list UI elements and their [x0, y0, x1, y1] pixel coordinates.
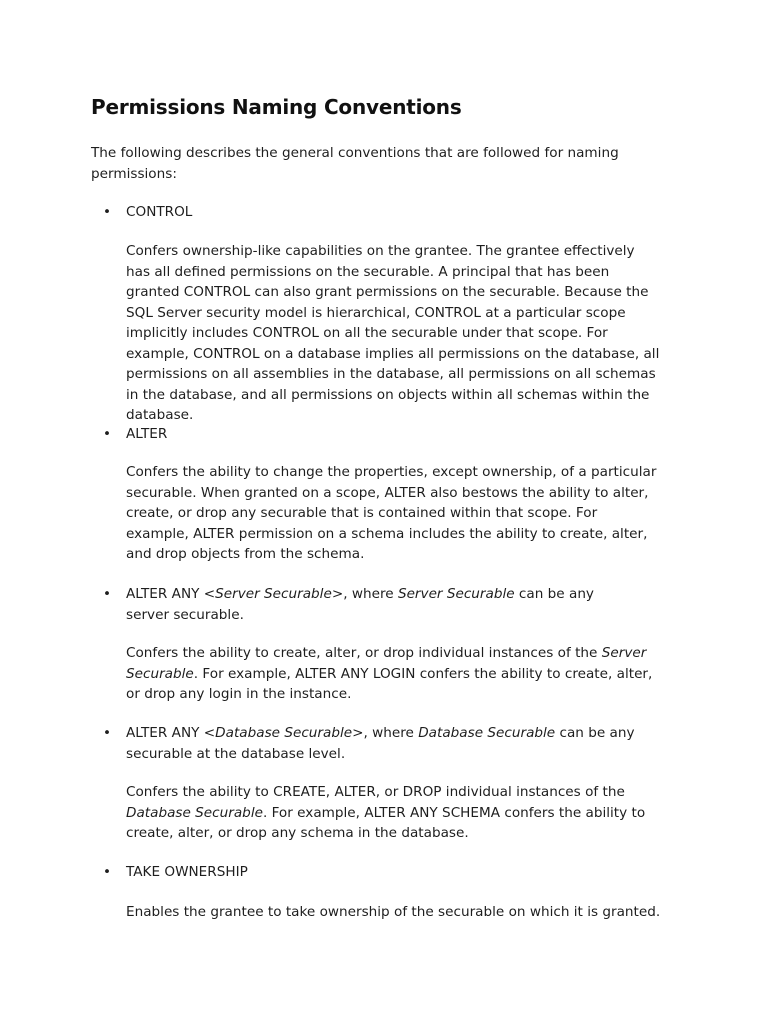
list-item-description: Enables the grantee to take ownership of the securable on which it is granted.	[126, 904, 661, 920]
bullet-icon: •	[103, 864, 112, 880]
list-item-label: TAKE OWNERSHIP	[126, 864, 248, 880]
list-item-label: ALTER	[126, 426, 168, 442]
list-item-label: ALTER ANY <Server Securable>, where Server Securable can be any server securable.	[126, 586, 594, 623]
list-item-description: Confers ownership-like capabilities on the grantee. The grantee effectively has all defined permissions on the securable. A principal that has been granted CONTROL can also grant permissions on the securable. Because the SQL Server security model is hierarchical, CONTROL at a particular scope implicitly includes CONTROL on all the securable under that scope. For example, CONTROL on a database implies all permissions on the database, all permissions on all assemblies in the database, all permissions on all schemas in the database, and all permissions on objects within all schemas within the database.	[126, 243, 660, 423]
list-item-label: CONTROL	[126, 204, 193, 220]
bullet-icon: •	[103, 725, 112, 741]
bullet-icon: •	[103, 426, 112, 442]
list-item-description: Confers the ability to CREATE, ALTER, or DROP individual instances of the Database Securable. For example, ALTER ANY SCHEMA confers the ability to create, alter, or drop any schema in the database.	[126, 784, 646, 841]
intro-paragraph: The following describes the general conventions that are followed for naming permissions:	[91, 145, 619, 182]
list-item-description: Confers the ability to create, alter, or drop individual instances of the Server Securable. For example, ALTER ANY LOGIN confers the ability to create, alter, or drop any login in the instance.	[126, 645, 653, 702]
bullet-icon: •	[103, 204, 112, 220]
page-title: Permissions Naming Conventions	[91, 95, 462, 119]
list-item-label: ALTER ANY <Database Securable>, where Database Securable can be any securable at the database level.	[126, 725, 635, 762]
list-item-description: Confers the ability to change the properties, except ownership, of a particular securable. When granted on a scope, ALTER also bestows the ability to alter, create, or drop any securable that is contained within that scope. For example, ALTER permission on a schema includes the ability to create, alter, and drop objects from the schema.	[126, 464, 657, 562]
bullet-icon: •	[103, 586, 112, 602]
